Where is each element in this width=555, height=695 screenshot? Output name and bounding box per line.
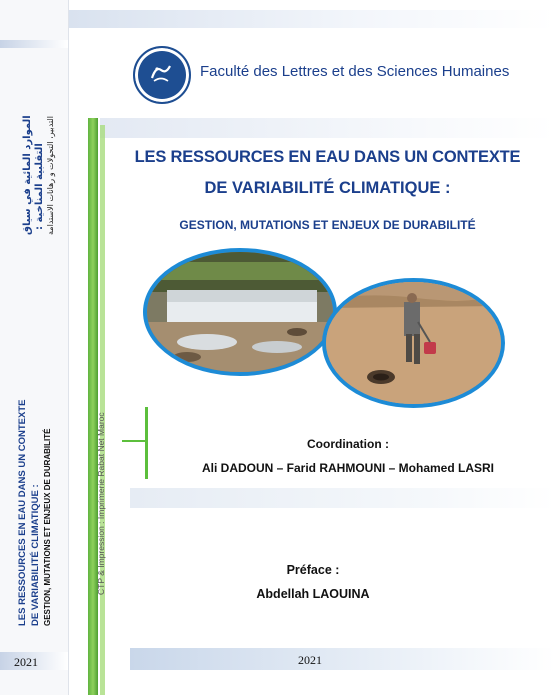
green-marker-horizontal <box>122 440 146 442</box>
spine-french-title-1: LES RESSOURCES EN EAU DANS UN CONTEXTE <box>17 399 28 626</box>
title-decor-strip <box>100 118 555 138</box>
preface-label: Préface : <box>286 563 340 577</box>
weir-waterfall-photo <box>143 248 337 376</box>
coordination-label: Coordination : <box>307 437 389 451</box>
spine-arabic-title-2: التقلبية المناخية : <box>34 143 45 230</box>
spine-year: 2021 <box>14 655 38 669</box>
book-title-line-2: DE VARIABILITÉ CLIMATIQUE : <box>204 179 451 197</box>
spine-arabic-title-1: الموارد المائية في سياق <box>22 115 33 235</box>
seal-emblem-icon <box>148 60 174 86</box>
spine-french-title-2: DE VARIABILITÉ CLIMATIQUE : <box>30 484 41 626</box>
spine-arabic-title-3: التدبير، التحولات و رهانات الاستدامة <box>46 115 55 235</box>
green-vertical-highlight <box>100 125 105 695</box>
green-vertical-bar <box>88 118 98 695</box>
preface-author: Abdellah LAOUINA <box>256 587 370 601</box>
book-title-line-1: LES RESSOURCES EN EAU DANS UN CONTEXTE <box>134 148 521 166</box>
spine-top-strip <box>0 40 68 48</box>
bottom-decor-strip <box>130 648 555 670</box>
book-subtitle: GESTION, MUTATIONS ET ENJEUX DE DURABILITÉ <box>179 218 476 232</box>
publication-year: 2021 <box>298 653 322 667</box>
person-at-well-photo <box>322 278 505 408</box>
top-decor-strip <box>69 10 555 28</box>
imprint-text: CTP & Impression : Imprimerie Rabat Net Maroc <box>96 412 106 595</box>
faculty-name: Faculté des Lettres et des Sciences Humaines <box>200 63 510 80</box>
spine-french-title-3: GESTION, MUTATIONS ET ENJEUX DE DURABILITÉ <box>43 428 52 626</box>
lower-decor-strip <box>130 488 555 508</box>
coordinators-names: Ali DADOUN – Farid RAHMOUNI – Mohamed LASRI <box>201 461 495 475</box>
